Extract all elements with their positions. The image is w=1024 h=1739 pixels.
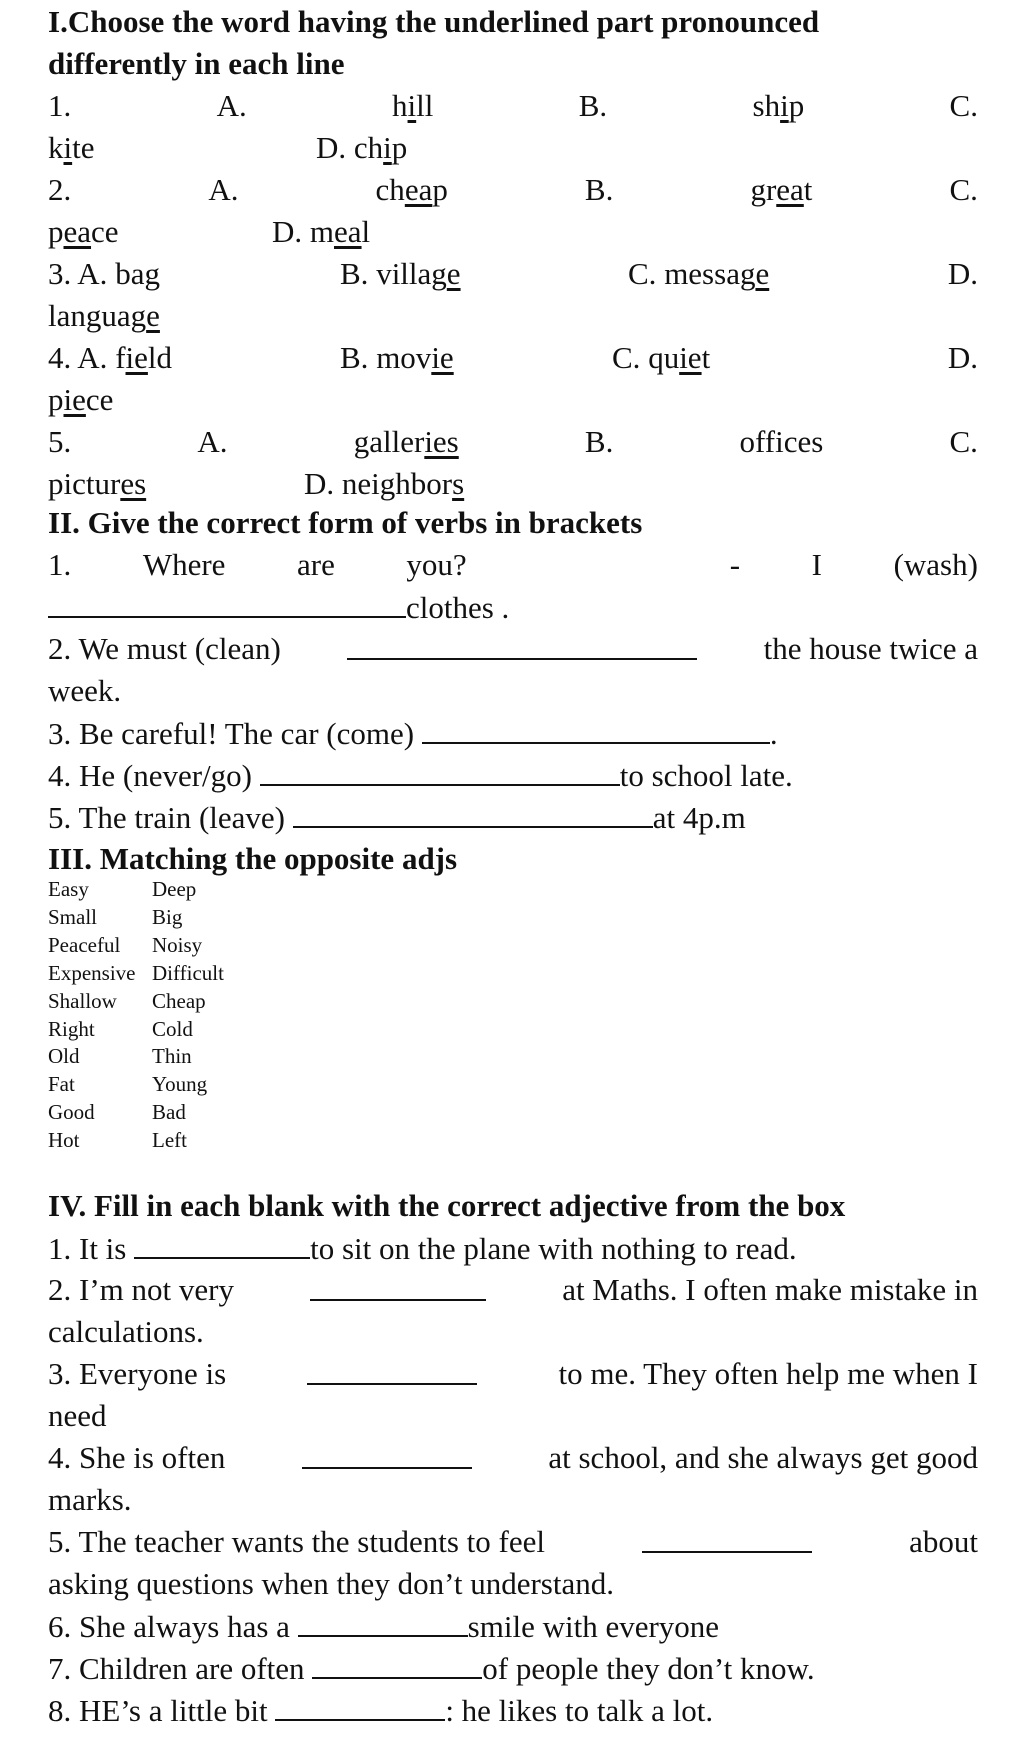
answer-blank[interactable] [302,1437,472,1469]
answer-blank[interactable] [134,1227,310,1259]
text: 1. It is [48,1231,127,1266]
section1-heading-line1: I.Choose the word having the underlined part pronounced [48,4,820,39]
option-b: B. village [340,256,461,291]
verb-hint: (wash) [893,547,978,582]
adj-left: Shallow [48,988,117,1013]
answer-blank[interactable] [642,1521,812,1553]
s2-q3 [48,712,978,755]
s1-q3-line2 [48,295,978,337]
adj-right: Cold [152,1016,193,1041]
adj-right: Difficult [152,960,224,985]
text: the house twice a [763,631,978,666]
s4-q2-line1 [48,1269,978,1311]
answer-blank[interactable] [422,712,770,744]
answer-blank[interactable] [307,1353,477,1385]
text: of people they don’t know. [482,1651,815,1686]
text: 2. We must (clean) [48,631,281,666]
s1-q1-line1 [48,85,978,127]
option-letter: B. [584,172,614,207]
question-number: 5. [48,424,72,459]
adj-pair-row [48,1071,224,1099]
word-hill: hill [392,88,434,123]
text: 3. Be careful! The car (come) [48,716,415,751]
adj-right: Cheap [152,988,206,1013]
text: 8. HE’s a little bit [48,1693,268,1728]
adj-right: Deep [152,877,197,901]
answer-blank[interactable] [310,1269,486,1301]
adj-right: Bad [152,1100,186,1125]
text: : he likes to talk a lot. [445,1693,714,1728]
option-letter: C. [949,172,978,207]
word-peace: peace [48,214,119,249]
word-piece: piece [48,382,114,417]
adj-left: Old [48,1044,80,1069]
word-language: language [48,298,160,333]
question-number: 1. [48,88,72,123]
dash: - [729,547,741,582]
option-c: C. message [628,256,770,291]
option-a: 4. A. field [48,340,173,375]
answer-blank[interactable] [312,1647,482,1679]
s1-q2-line2 [48,211,978,253]
text: 4. He (never/go) [48,758,252,793]
adj-right: Young [152,1072,208,1097]
section3-heading: III. Matching the opposite adjs [48,841,458,876]
text: 2. I’m not very [48,1272,234,1307]
text: about [909,1524,978,1559]
answer-blank[interactable] [298,1605,468,1637]
text: at school, and she always get good [548,1440,978,1475]
section1-heading-line2: differently in each line [48,46,345,81]
s2-q1-line2 [48,586,978,629]
word-great: great [750,172,813,207]
word: I [811,547,822,582]
s2-q1-line1 [48,544,978,586]
s2-q4 [48,754,978,797]
s4-q4-line2: marks. [48,1482,132,1517]
text: 7. Children are often [48,1651,305,1686]
adj-left: Expensive [48,960,136,985]
s1-q4-line1 [48,337,978,379]
option-letter: D. [947,340,978,375]
adj-pair-row [48,1127,224,1155]
text: to sit on the plane with nothing to read. [310,1231,797,1266]
adj-left: Good [48,1100,95,1125]
text: clothes . [406,590,510,625]
s2-q2-line2: week. [48,673,122,708]
s1-q1-line2 [48,127,978,169]
text: 4. She is often [48,1440,226,1475]
text: smile with everyone [467,1609,720,1644]
adj-pair-row [48,1016,224,1044]
answer-blank[interactable] [275,1689,445,1721]
option-b: B. movie [340,340,454,375]
text: 5. The teacher wants the students to feel [48,1524,545,1559]
option-d: D. meal [272,214,371,249]
word-galleries: galleries [353,424,459,459]
text: to me. They often help me when I [558,1356,978,1391]
adj-pair-row [48,1099,224,1127]
adj-left: Small [48,904,98,929]
adjective-matching-table [48,876,224,1155]
word-offices: offices [739,424,824,459]
adj-pair-row [48,876,224,904]
adj-left: Easy [48,877,89,901]
answer-blank[interactable] [293,796,653,828]
s4-q5-line2: asking questions when they don’t understand. [48,1566,614,1601]
adj-pair-row [48,988,224,1016]
text: at Maths. I often make mistake in [562,1272,978,1307]
question-number: 2. [48,172,72,207]
question-number: 1. [48,547,72,582]
option-d: D. chip [316,130,408,165]
adj-left: Right [48,1016,95,1041]
option-d: D. neighbors [304,466,465,501]
word-pictures: pictures [48,466,147,501]
word: Where [142,547,226,582]
section2-heading: II. Give the correct form of verbs in brackets [48,505,643,540]
answer-blank[interactable] [347,628,697,660]
option-letter: D. [947,256,978,291]
s1-q5-line2 [48,463,978,505]
s4-q3-line1 [48,1353,978,1395]
adj-left: Peaceful [48,932,121,957]
s1-q4-line2 [48,379,978,421]
adj-left: Fat [48,1072,75,1097]
s4-q6 [48,1605,978,1648]
word: you? [406,547,467,582]
s4-q1 [48,1227,978,1270]
s4-q4-line1 [48,1437,978,1479]
option-letter: A. [197,424,228,459]
s4-q2-line2: calculations. [48,1314,204,1349]
text: at 4p.m [652,800,746,835]
option-letter: B. [578,88,608,123]
s1-q2-line1 [48,169,978,211]
option-letter: C. [949,424,978,459]
option-letter: A. [216,88,247,123]
adj-right: Noisy [152,932,203,957]
s4-q8 [48,1689,978,1732]
option-letter: B. [584,424,614,459]
option-c: C. quiet [612,340,711,375]
s2-q5 [48,796,978,839]
s2-q2-line1 [48,628,978,670]
option-letter: C. [949,88,978,123]
text: to school late. [619,758,793,793]
adj-pair-row [48,1043,224,1071]
word: are [296,547,335,582]
answer-blank[interactable] [48,586,406,618]
text: 5. The train (leave) [48,800,285,835]
adj-right: Big [152,904,183,929]
section4-heading: IV. Fill in each blank with the correct adjective from the box [48,1188,846,1223]
word-cheap: cheap [375,172,448,207]
adj-pair-row [48,932,224,960]
s1-q5-line1 [48,421,978,463]
option-letter: A. [208,172,239,207]
adj-right: Thin [152,1044,192,1069]
adj-left: Hot [48,1128,80,1153]
word-ship: ship [752,88,805,123]
option-a: 3. A. bag [48,256,160,291]
text: . [769,716,778,751]
adj-pair-row [48,960,224,988]
s4-q7 [48,1647,978,1690]
s4-q5-line1 [48,1521,978,1563]
adj-right: Left [152,1128,187,1153]
s4-q3-line2: need [48,1398,107,1433]
answer-blank[interactable] [260,754,620,786]
text: 6. She always has a [48,1609,290,1644]
adj-pair-row [48,904,224,932]
word-kite: kite [48,130,95,165]
s1-q3-line1 [48,253,978,295]
text: 3. Everyone is [48,1356,227,1391]
